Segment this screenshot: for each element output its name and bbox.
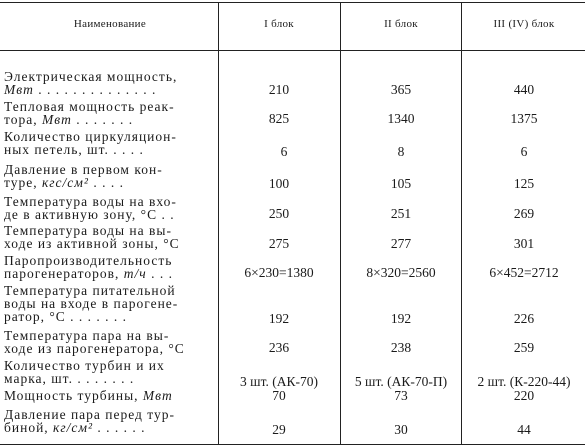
cell-block-1: 70 — [272, 388, 286, 403]
row-label: Температура воды на вы- ходе из активной зоны, °С — [4, 223, 180, 251]
header-bottom-rule — [0, 50, 585, 51]
cell-block-3: 226 — [513, 311, 535, 326]
row-label: Паропроизводительность парогенераторов, т/ч . . . — [4, 253, 173, 281]
cell-block-2: 105 — [390, 176, 412, 191]
header-block-2: II блок — [384, 18, 418, 30]
cell-block-1: 3 шт. (АК-70) — [240, 374, 318, 389]
cell-block-2: 30 — [394, 422, 408, 437]
cell-block-2: 251 — [390, 206, 412, 221]
cell-block-3: 259 — [513, 340, 535, 355]
column-divider-1 — [218, 2, 219, 444]
row-label: Температура пара на вы- ходе из парогенератора, °С — [4, 328, 185, 356]
cell-block-3: 6 — [520, 144, 528, 159]
cell-block-1: 236 — [268, 340, 290, 355]
cell-block-3: 6×452=2712 — [489, 265, 559, 280]
cell-block-3: 440 — [513, 82, 535, 97]
cell-block-2: 238 — [390, 340, 412, 355]
cell-block-3: 125 — [513, 176, 535, 191]
cell-block-3: 44 — [517, 422, 531, 437]
header-name: Наименование — [73, 18, 147, 30]
cell-block-2: 8×320=2560 — [366, 265, 436, 280]
row-label: Количество турбин и их марка, шт. . . . . . . . — [4, 358, 165, 386]
cell-block-2: 73 — [394, 388, 408, 403]
cell-block-1: 100 — [268, 176, 290, 191]
cell-block-3: 2 шт. (К-220-44) — [477, 374, 571, 389]
cell-block-1: 6 — [280, 144, 288, 159]
table-top-rule — [0, 2, 585, 3]
cell-block-1: 275 — [268, 236, 290, 251]
cell-block-1: 6×230=1380 — [244, 265, 314, 280]
row-label: Давление в первом кон- туре, кгс/см² . . . . — [4, 162, 163, 190]
table-bottom-rule — [0, 444, 585, 445]
row-label: Температура воды на вхо- де в активную зону, °С . . — [4, 194, 177, 222]
cell-block-1: 825 — [268, 111, 290, 126]
row-label: Мощность турбины, Мвт — [4, 388, 173, 403]
cell-block-2: 1340 — [387, 111, 415, 126]
cell-block-3: 1375 — [510, 111, 538, 126]
cell-block-2: 8 — [397, 144, 405, 159]
cell-block-2: 365 — [390, 82, 412, 97]
column-divider-3 — [461, 2, 462, 444]
cell-block-2: 192 — [390, 311, 412, 326]
cell-block-2: 277 — [390, 236, 412, 251]
row-label: Тепловая мощность реак- тора, Мвт . . . . . . . — [4, 99, 175, 127]
cell-block-1: 210 — [268, 82, 290, 97]
cell-block-1: 250 — [268, 206, 290, 221]
cell-block-3: 220 — [513, 388, 535, 403]
header-block-1: I блок — [264, 18, 294, 30]
cell-block-1: 192 — [268, 311, 290, 326]
row-label: Давление пара перед тур- биной, кг/см² . . . . . . — [4, 407, 176, 435]
row-label: Температура питательной воды на входе в парогене- ратор, °С . . . . . . . — [4, 283, 179, 324]
row-label: Количество циркуляцион- ных петель, шт. . . . . — [4, 129, 177, 157]
header-block-3: III (IV) блок — [493, 18, 555, 30]
row-label: Электрическая мощность, Мвт . . . . . . . . . . . . . . — [4, 69, 178, 97]
cell-block-2: 5 шт. (АК-70-П) — [354, 374, 448, 389]
column-divider-2 — [340, 2, 341, 444]
cell-block-3: 301 — [513, 236, 535, 251]
cell-block-3: 269 — [513, 206, 535, 221]
cell-block-1: 29 — [272, 422, 286, 437]
